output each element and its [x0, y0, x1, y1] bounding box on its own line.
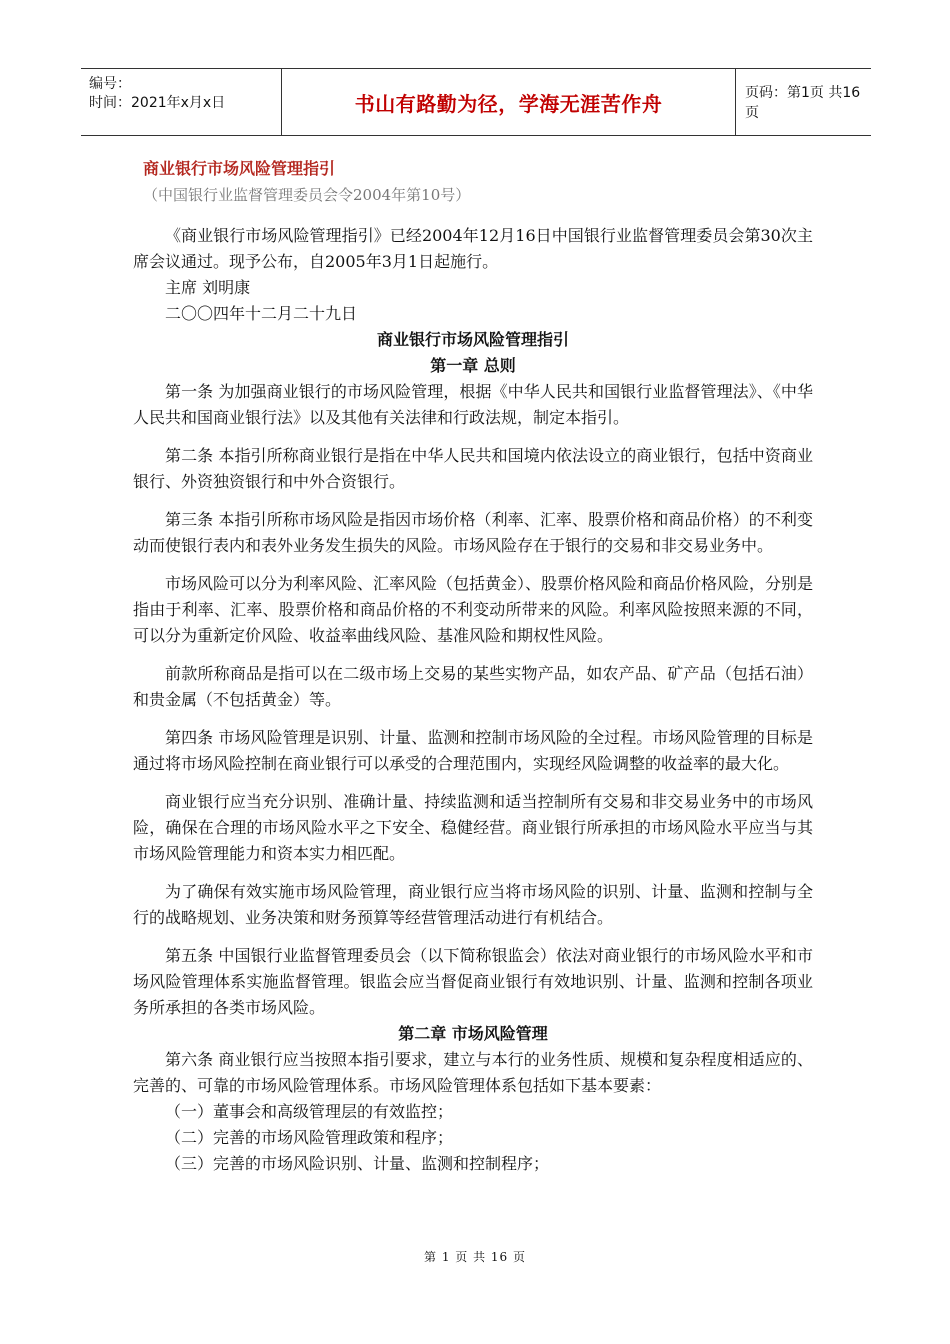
signer: 主席 刘明康 [165, 278, 251, 297]
header-table [81, 68, 871, 136]
chapter-1-heading: 第一章 总则 [430, 356, 516, 375]
document-body [133, 156, 813, 1177]
article-4-para-3: 为了确保有效实施市场风险管理，商业银行应当将市场风险的识别、计量、监测和控制与全行的战略规划、业务决策和财务预算等经营管理活动进行有机结合。 [133, 882, 813, 927]
article-3-para-3: 前款所称商品是指可以在二级市场上交易的某些实物产品，如农产品、矿产品（包括石油）和贵金属（不包括黄金）等。 [133, 664, 813, 709]
doc-subtitle: （中国银行业监督管理委员会令2004年第10号） [143, 186, 471, 204]
doc-title: 商业银行市场风险管理指引 [143, 159, 336, 178]
page-info: 页码：第1页 共16页 [745, 85, 861, 121]
header-motto-cell [282, 69, 736, 135]
list-item: （三）完善的市场风险识别、计量、监测和控制程序； [165, 1154, 550, 1173]
issue-date: 二〇〇四年十二月二十九日 [165, 304, 358, 323]
code-label: 编号： [89, 76, 131, 92]
article-4-para-2: 商业银行应当充分识别、准确计量、持续监测和适当控制所有交易和非交易业务中的市场风险，确保在合理的市场风险水平之下安全、稳健经营。商业银行所承担的市场风险水平应当与其市场风险管理能力和资本实力相匹配。 [133, 792, 813, 863]
motto: 书山有路勤为径，学海无涯苦作舟 [354, 91, 663, 116]
article-1: 第一条 为加强商业银行的市场风险管理，根据《中华人民共和国银行业监督管理法》、《中华人民共和国商业银行法》以及其他有关法律和行政法规，制定本指引。 [133, 382, 813, 427]
article-2: 第二条 本指引所称商业银行是指在中华人民共和国境内依法设立的商业银行，包括中资商业银行、外资独资银行和中外合资银行。 [133, 446, 813, 491]
header-left-cell [81, 69, 282, 135]
article-3-para-2: 市场风险可以分为利率风险、汇率风险（包括黄金）、股票价格风险和商品价格风险，分别是指由于利率、汇率、股票价格和商品价格的不利变动所带来的风险。利率风险按照来源的不同，可以分为重新定价风险、收益率曲线风险、基准风险和期权性风险。 [133, 574, 814, 645]
main-title: 商业银行市场风险管理指引 [376, 330, 569, 349]
article-5: 第五条 中国银行业监督管理委员会（以下简称银监会）依法对商业银行的市场风险水平和市场风险管理体系实施监督管理。银监会应当督促商业银行有效地识别、计量、监测和控制各项业务所承担的各类市场风险。 [133, 946, 813, 1017]
intro-paragraph: 《商业银行市场风险管理指引》已经2004年12月16日中国银行业监督管理委员会第30次主席会议通过。现予公布，自2005年3月1日起施行。 [133, 226, 813, 271]
article-4: 第四条 市场风险管理是识别、计量、监测和控制市场风险的全过程。市场风险管理的目标是通过将市场风险控制在商业银行可以承受的合理范围内，实现经风险调整的收益率的最大化。 [133, 728, 813, 773]
article-3: 第三条 本指引所称市场风险是指因市场价格（利率、汇率、股票价格和商品价格）的不利变动而使银行表内和表外业务发生损失的风险。市场风险存在于银行的交易和非交易业务中。 [133, 510, 813, 555]
list-item: （一）董事会和高级管理层的有效监控； [165, 1102, 454, 1121]
chapter-2-heading: 第二章 市场风险管理 [398, 1024, 548, 1043]
list-item: （二）完善的市场风险管理政策和程序； [165, 1128, 454, 1147]
time-label: 时间：2021年x月x日 [89, 95, 226, 111]
article-6: 第六条 商业银行应当按照本指引要求，建立与本行的业务性质、规模和复杂程度相适应的、完善的、可靠的市场风险管理体系。市场风险管理体系包括如下基本要素： [133, 1050, 813, 1095]
page-footer: 第 1 页 共 16 页 [424, 1250, 526, 1264]
